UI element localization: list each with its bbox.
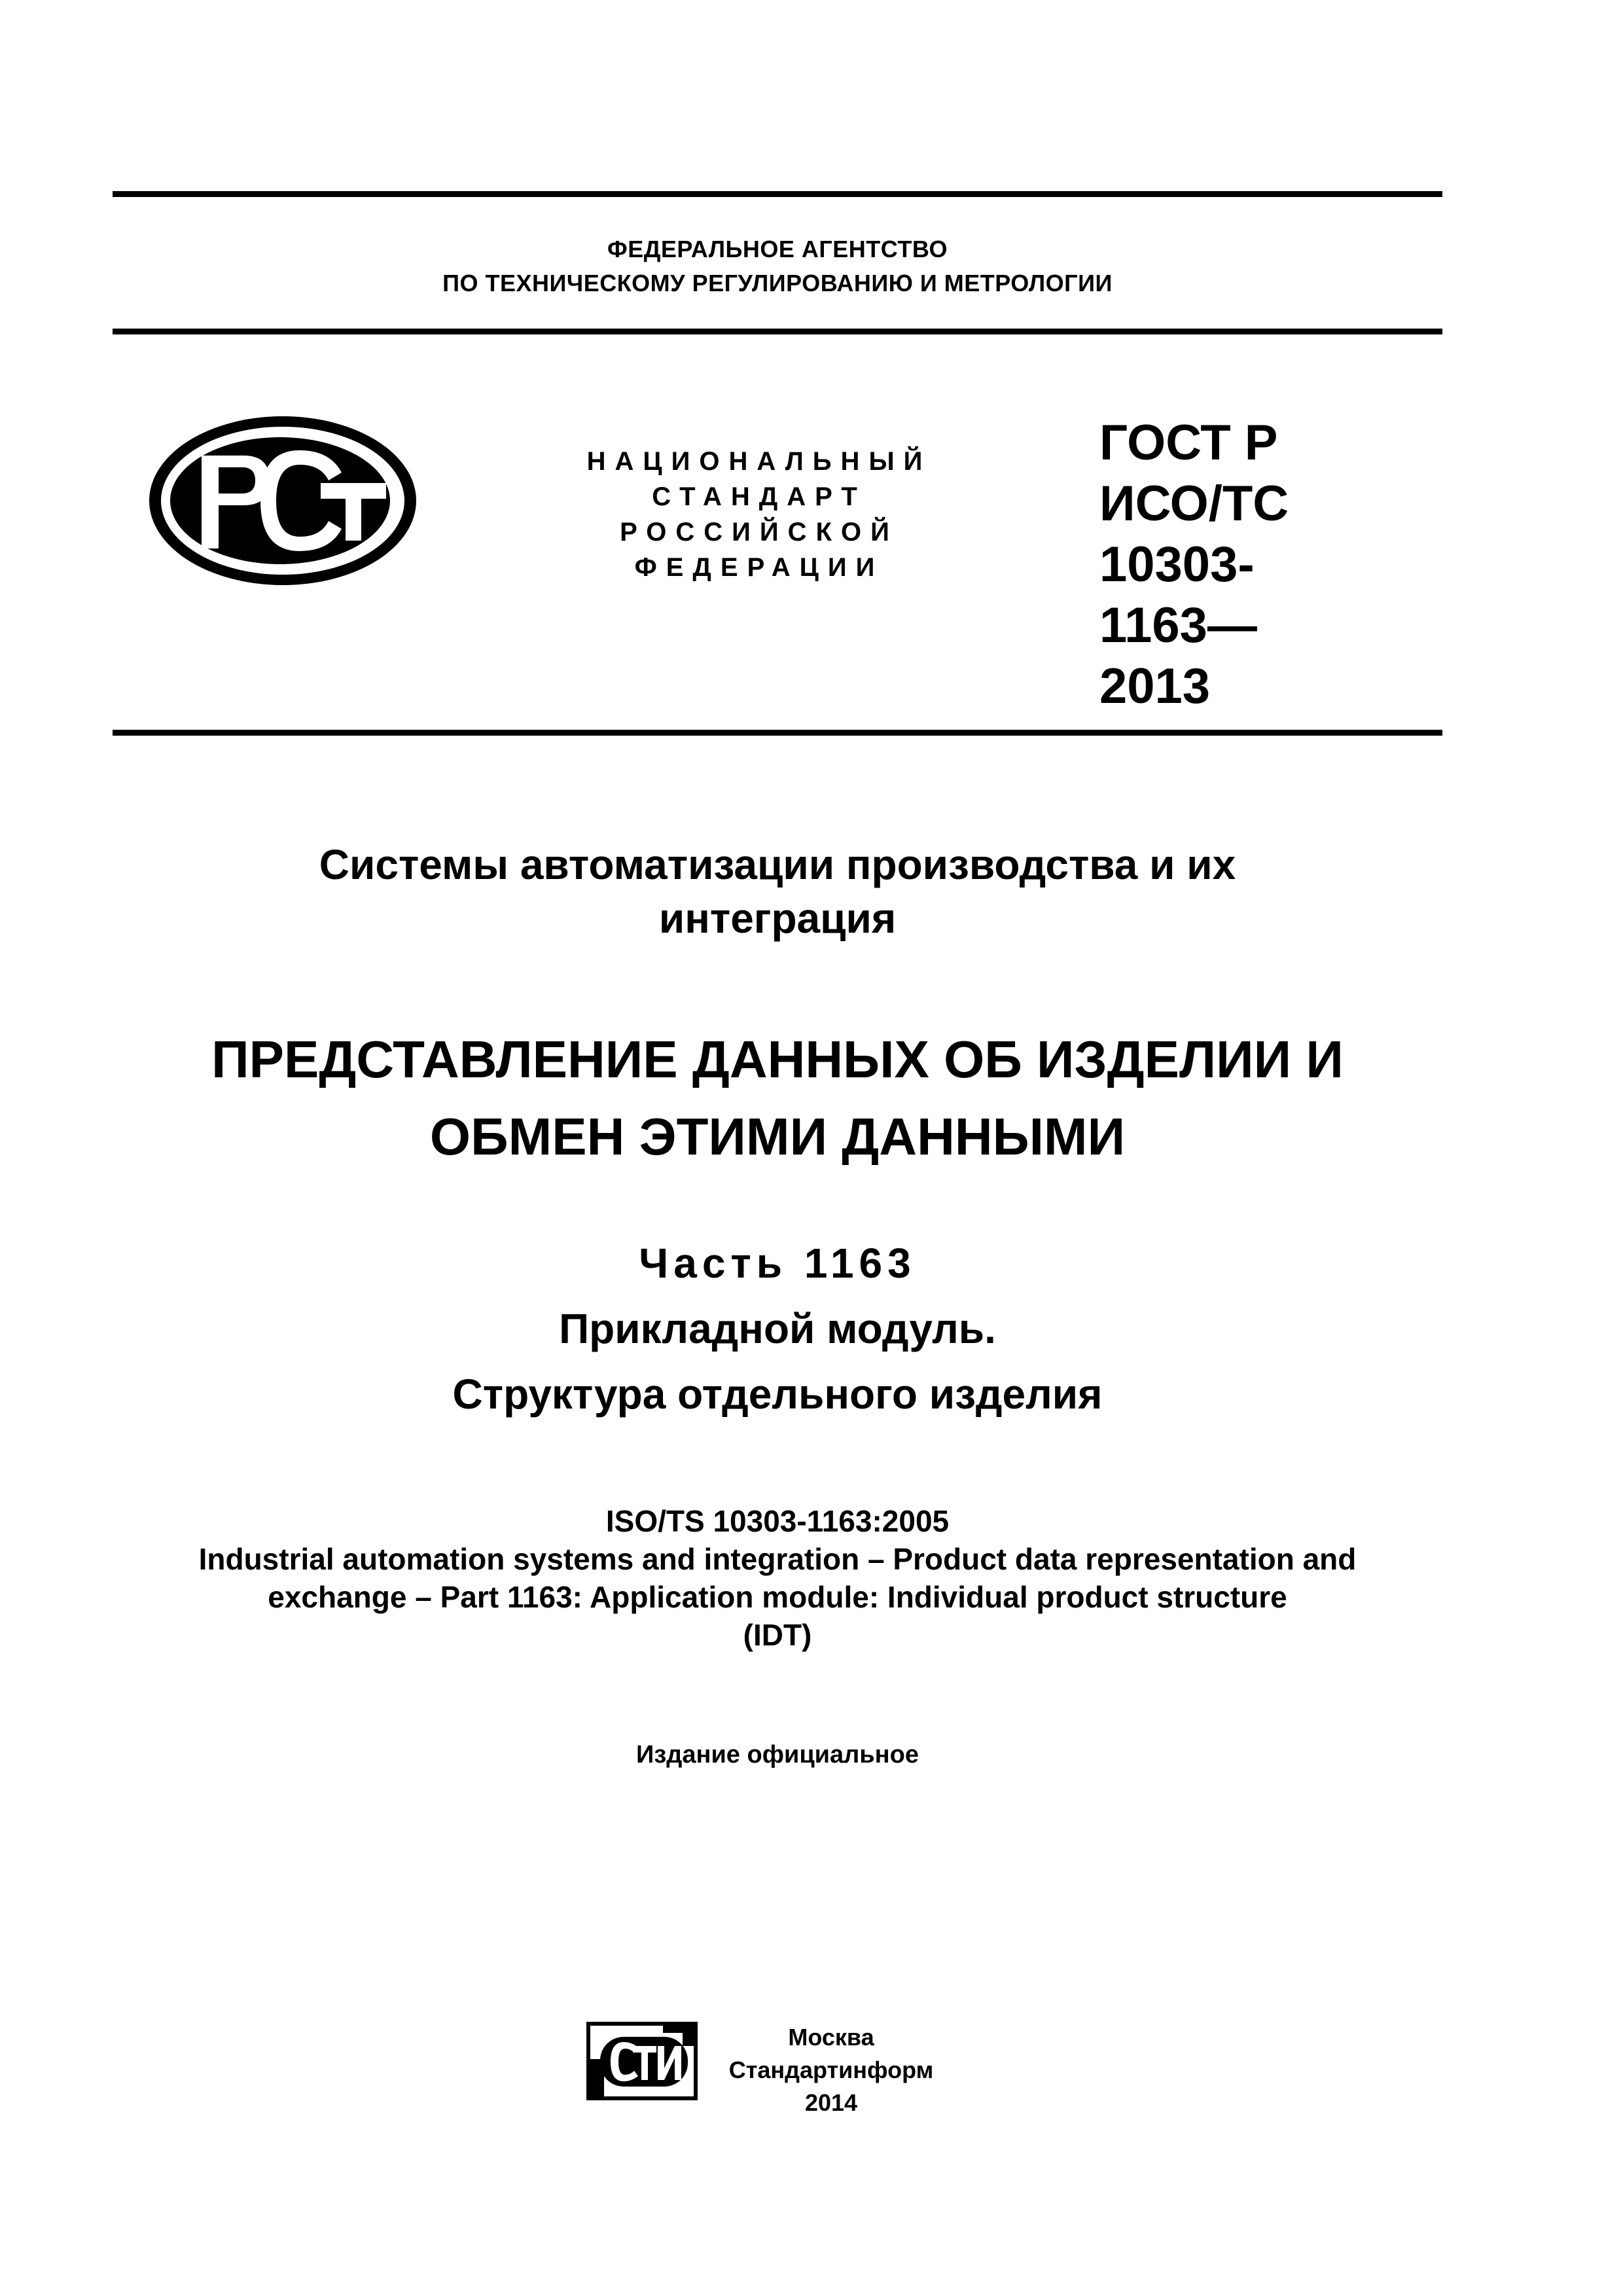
national-line-3: РОССИЙСКОЙ — [620, 518, 899, 547]
part-title-line-1: Прикладной модуль. — [559, 1305, 996, 1352]
designation-line-3: 10303- — [1099, 537, 1255, 592]
original-standard — [113, 1502, 1442, 1654]
designation-line-2: ИСО/ТС — [1099, 476, 1289, 531]
national-line-4: ФЕДЕРАЦИИ — [634, 553, 884, 582]
designation-line-1: ГОСТ Р — [1099, 415, 1278, 471]
header-bottom-rule — [113, 730, 1442, 736]
imprint — [726, 2021, 936, 2119]
main-title-line-2: ОБМЕН ЭТИМИ ДАННЫМИ — [429, 1107, 1126, 1166]
general-title-line-1: Системы автоматизации производства и их — [319, 841, 1236, 888]
original-title-line-1: Industrial automation systems and integration – Product data representation and — [198, 1542, 1357, 1576]
main-title-line-1: ПРЕДСТАВЛЕНИЕ ДАННЫХ ОБ ИЗДЕЛИИ И — [211, 1030, 1344, 1088]
general-title — [113, 838, 1442, 945]
main-title — [113, 1021, 1442, 1175]
agency-line-2: ПО ТЕХНИЧЕСКОМУ РЕГУЛИРОВАНИЮ И МЕТРОЛОГИИ — [442, 270, 1113, 296]
standartinform-logo-icon — [584, 2020, 700, 2102]
part-title-line-2: Структура отдельного изделия — [452, 1371, 1103, 1418]
agency-header — [113, 232, 1442, 300]
original-code: ISO/TS 10303-1163:2005 — [605, 1504, 950, 1538]
general-title-line-2: интеграция — [658, 895, 897, 942]
designation-line-4: 1163— — [1099, 598, 1257, 653]
part-title — [113, 1230, 1442, 1427]
top-rule — [113, 191, 1442, 197]
rst-emblem-icon — [145, 412, 420, 589]
imprint-city: Москва — [788, 2024, 874, 2051]
national-standard-caption — [510, 444, 1008, 585]
edition-label: Издание официальное — [636, 1741, 919, 1768]
designation-line-5: 2013 — [1099, 658, 1211, 714]
original-title-line-2: exchange – Part 1163: Application module: Individual product structure — [268, 1580, 1287, 1614]
national-line-1: НАЦИОНАЛЬНЫЙ — [586, 447, 932, 476]
agency-line-1: ФЕДЕРАЛЬНОЕ АГЕНТСТВО — [607, 236, 948, 262]
national-line-2: СТАНДАРТ — [652, 482, 866, 511]
original-idt: (IDT) — [743, 1618, 812, 1652]
agency-bottom-rule — [113, 329, 1442, 334]
imprint-publisher: Стандартинформ — [728, 2056, 934, 2083]
part-number: Часть 1163 — [639, 1240, 916, 1287]
standard-designation — [1099, 412, 1289, 717]
imprint-year: 2014 — [804, 2089, 858, 2116]
